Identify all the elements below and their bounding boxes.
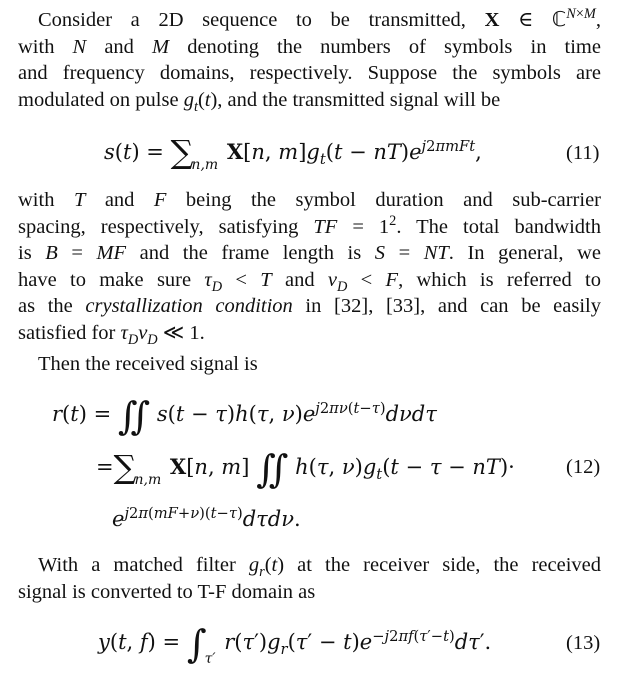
p3-line-1: Then the received signal is bbox=[38, 353, 258, 375]
p1-line-3: and frequency domains, respectively. Suppose the symbols are bbox=[18, 62, 601, 84]
p2-line-4: have to make sure $\tau_D < T$ and $\nu_D < F$, which is referred to bbox=[18, 268, 601, 295]
equation-12-line-3: $e^{j2\pi(mF+\nu)(t-\tau)}d\tau d\nu$. bbox=[112, 505, 301, 531]
equation-11-number: (11) bbox=[566, 142, 600, 164]
p2-line-5: as the crystallization condition in [32], [33], and can be easily bbox=[18, 295, 602, 317]
p4-line-2: signal is converted to T-F domain as bbox=[18, 580, 316, 603]
ref-32[interactable]: [32] bbox=[334, 295, 369, 317]
p2-line-1: with T and F being the symbol duration and sub-carrier bbox=[18, 189, 601, 211]
paragraph-2 bbox=[18, 187, 601, 346]
p1-line-2: with N and M denoting the numbers of symbols in time bbox=[18, 35, 601, 58]
ref-33[interactable]: [33] bbox=[385, 295, 421, 317]
paragraph-4 bbox=[18, 552, 601, 605]
crystallization-term: crystallization condition bbox=[85, 295, 293, 317]
p2-line-2: spacing, respectively, satisfying TF = $1^2$. The total bandwidth bbox=[18, 212, 601, 238]
p2-line-6: satisfied for $\tau_D\nu_D$ ≪ 1. bbox=[18, 321, 205, 348]
equation-12-number: (12) bbox=[566, 456, 601, 478]
p1-line-1: Consider a 2D sequence to be transmitted, X ∈ ℂ$^{N\times M}$, bbox=[38, 6, 601, 31]
equation-13: y(t, $f) = \int_{\tau'}$ $r(\tau')g_r(\tau' - t)e^{-j2\pi f(\tau'-t)}d\tau'$. bbox=[98, 622, 492, 667]
equation-12-line-1: r(t) = ∬ s(t − τ)h(τ, $\nu)e^{j2\pi\nu(t-\tau)}d\nu d\tau$ bbox=[52, 394, 437, 438]
paragraph-1 bbox=[18, 6, 601, 113]
equation-11: $s(t) = \sum_{n,m}$ X[n, $m]g_t(t - nT)e^{j2\pi mFt}$, bbox=[104, 133, 482, 173]
equation-13-number: (13) bbox=[566, 632, 601, 654]
paragraph-3 bbox=[18, 351, 601, 378]
equation-12-line-2: $=\sum_{n,m}$ X[n, m] ∬ h(τ, $\nu)g_t(t - \tau - nT)\cdot$ bbox=[96, 447, 515, 491]
p2-line-3: is B = MF and the frame length is S = NT. In general, we bbox=[18, 242, 602, 264]
p1-line-4: modulated on pulse $g_t(t)$, and the transmitted signal will be bbox=[18, 88, 501, 115]
p4-line-1: With a matched filter $g_r(t)$ at the receiver side, the received bbox=[38, 554, 601, 581]
